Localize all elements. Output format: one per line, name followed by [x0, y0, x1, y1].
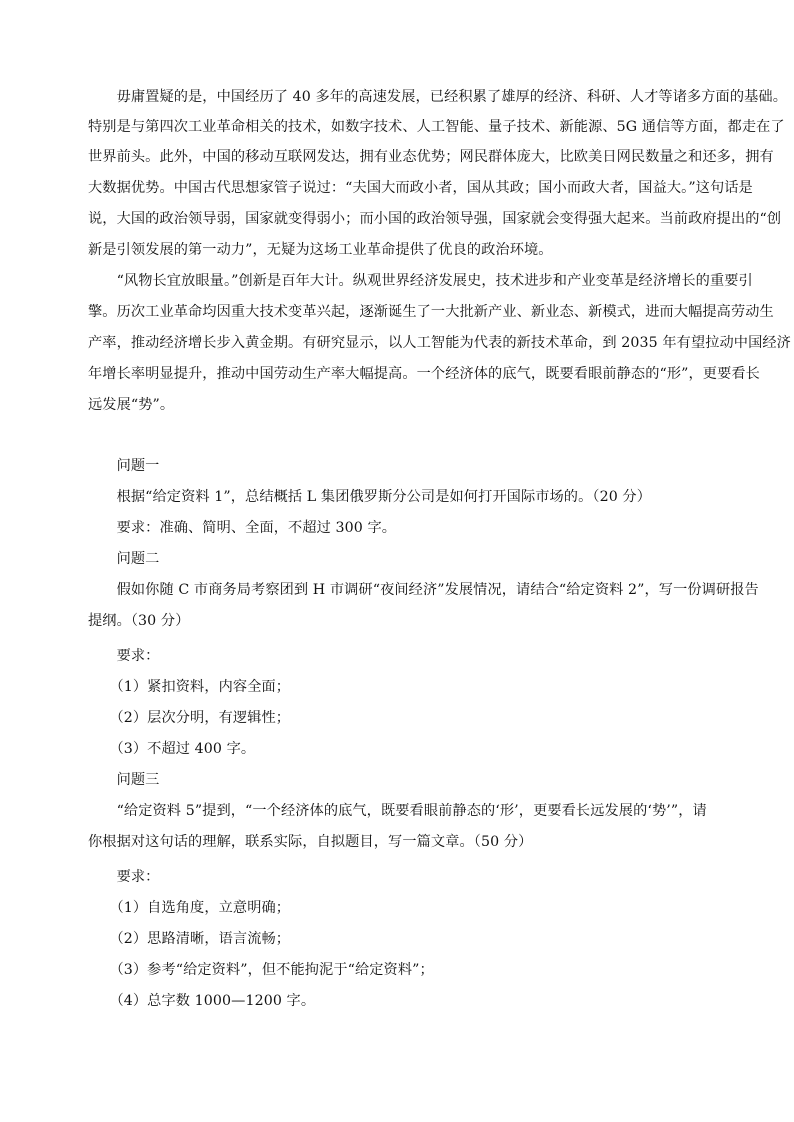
question-3-body-line-1: “给定资料 5”提到，“一个经济体的底气，既要看眼前静态的‘形’，更要看长远发展的‘势’”，请	[88, 803, 707, 819]
question-2-requirement-3: （3）不超过 400 字。	[88, 741, 256, 757]
question-3-requirement-2: （2）思路清晰，语言流畅；	[88, 931, 291, 947]
question-1-body: 根据“给定资料 1”，总结概括 L 集团俄罗斯分公司是如何打开国际市场的。（20 分）	[88, 489, 652, 505]
paragraph-2-line-4: 年增长率明显提升，推动中国劳动生产率大幅提高。一个经济体的底气，既要看眼前静态的“形”，更要看长	[88, 366, 760, 382]
paragraph-2-line-1: “风物长宜放眼量。”创新是百年大计。纵观世界经济发展史，技术进步和产业变革是经济增长的重要引	[88, 273, 753, 289]
question-1-requirement: 要求：准确、简明、全面，不超过 300 字。	[88, 520, 397, 536]
paragraph-1-line-2: 特别是与第四次工业革命相关的技术，如数字技术、人工智能、量子技术、新能源、5G 通信等方面，都走在了	[88, 119, 785, 135]
paragraph-1-line-5: 说，大国的政治领导弱，国家就变得弱小；而小国的政治领导强，国家就会变得强大起来。当前政府提出的“创	[88, 211, 782, 227]
paragraph-2-line-5: 远发展“势”。	[88, 397, 175, 413]
paragraph-2-line-3: 产率，推动经济增长步入黄金期。有研究显示，以人工智能为代表的新技术革命，到 2035 年有望拉动中国经济	[88, 335, 791, 351]
question-2-body-line-1: 假如你随 C 市商务局考察团到 H 市调研“夜间经济”发展情况，请结合“给定资料 2”，写一份调研报告	[88, 582, 759, 598]
question-3-requirement-3: （3）参考“给定资料”，但不能拘泥于“给定资料”；	[88, 962, 434, 978]
question-3-title: 问题三	[88, 772, 160, 788]
question-2-title: 问题二	[88, 551, 160, 567]
paragraph-1-line-6: 新是引领发展的第一动力”，无疑为这场工业革命提供了优良的政治环境。	[88, 242, 553, 258]
paragraph-1-line-4: 大数据优势。中国古代思想家管子说过：“夫国大而政小者，国从其政；国小而政大者，国益大。”这句话是	[88, 180, 753, 196]
question-3-requirement-4: （4）总字数 1000—1200 字。	[88, 993, 316, 1009]
question-3-requirement-1: （1）自选角度，立意明确；	[88, 900, 291, 916]
question-3-requirements-title: 要求：	[88, 869, 160, 885]
question-1-title: 问题一	[88, 458, 160, 474]
question-2-requirements-title: 要求：	[88, 648, 160, 664]
paragraph-1-line-3: 世界前头。此外，中国的移动互联网发达，拥有业态优势；网民群体庞大，比欧美日网民数量之和还多，拥有	[88, 149, 774, 165]
paragraph-1-line-1: 毋庸置疑的是，中国经历了 40 多年的高速发展，已经积累了雄厚的经济、科研、人才等诸多方面的基础。	[88, 89, 787, 105]
question-2-body-line-2: 提纲。（30 分）	[88, 613, 190, 629]
paragraph-2-line-2: 擎。历次工业革命均因重大技术变革兴起，逐渐诞生了一大批新产业、新业态、新模式，进而大幅提高劳动生	[88, 304, 774, 320]
question-3-body-line-2: 你根据对这句话的理解，联系实际，自拟题目，写一篇文章。（50 分）	[88, 834, 533, 850]
question-2-requirement-2: （2）层次分明，有逻辑性；	[88, 710, 291, 726]
question-2-requirement-1: （1）紧扣资料，内容全面；	[88, 679, 291, 695]
